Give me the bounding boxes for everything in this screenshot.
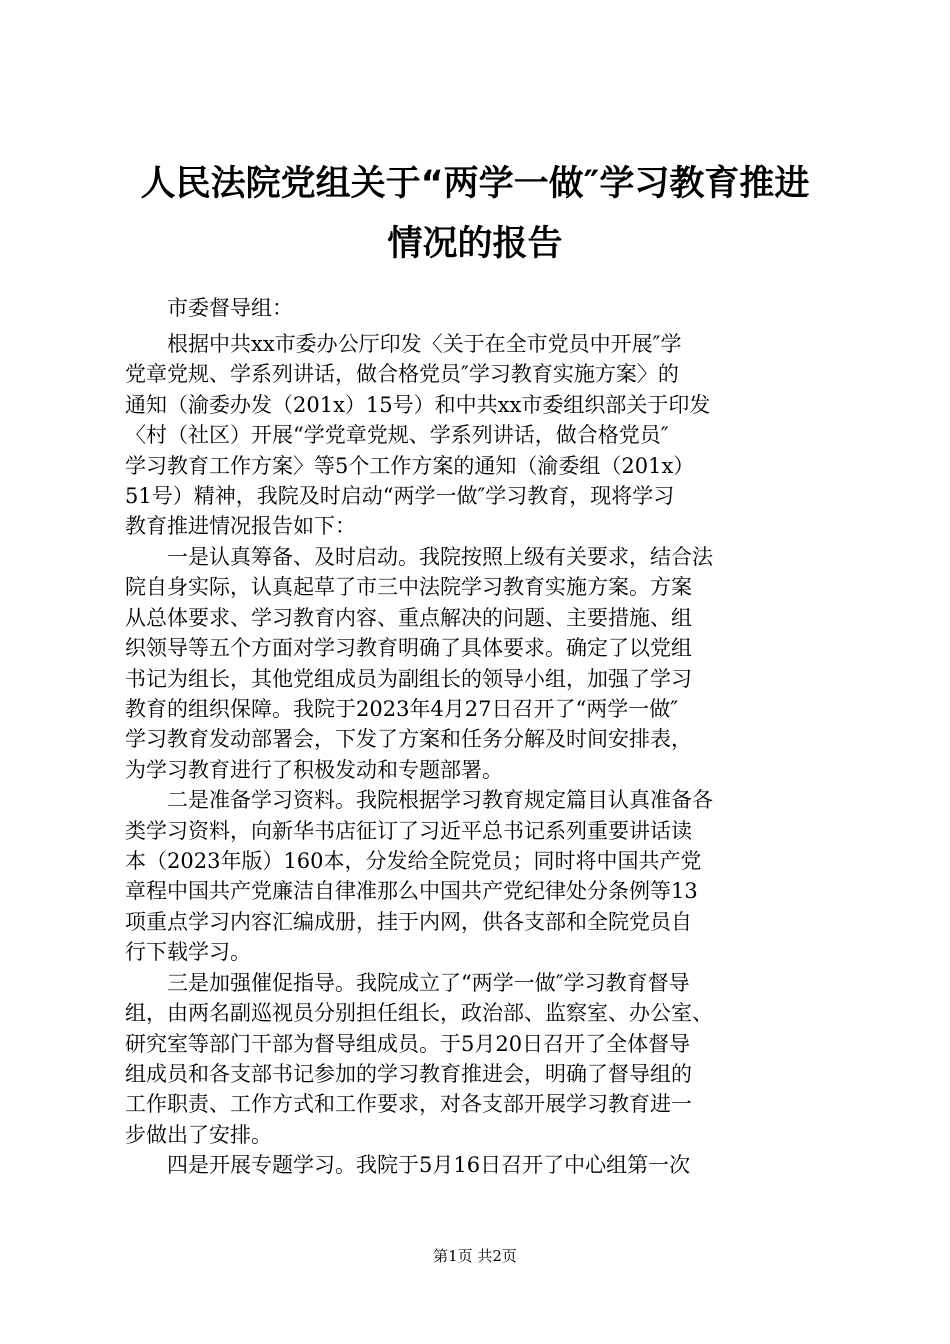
body-line: 〈村（社区）开展“学党章党规、学系列讲话，做合格党员″ <box>125 423 669 447</box>
document-title-line-2: 情况的报告 <box>387 224 563 264</box>
body-line: 教育的组织保障。我院于2023年4月27日召开了“两学一做″ <box>125 697 679 721</box>
body-line: 书记为组长，其他党组成员为副组长的领导小组，加强了学习 <box>125 667 692 691</box>
body-line: 组成员和各支部书记参加的学习教育推进会，明确了督导组的 <box>125 1062 692 1086</box>
body-line: 类学习资料，向新华书店征订了习近平总书记系列重要讲话读 <box>125 819 692 843</box>
document-title-line-1: 人民法院党组关于“两学一做″学习教育推进 <box>140 164 810 204</box>
body-line: 学习教育发动部署会，下发了方案和任务分解及时间安排表， <box>125 727 692 751</box>
body-line: 51号）精神，我院及时启动“两学一做″学习教育，现将学习 <box>125 484 675 508</box>
body-line: 组，由两名副巡视员分别担任组长，政治部、监察室、办公室、 <box>125 1001 713 1025</box>
body-line: 院自身实际，认真起草了市三中法院学习教育实施方案。方案 <box>125 575 692 599</box>
body-line: 工作职责、工作方式和工作要求，对各支部开展学习教育进一 <box>125 1092 692 1116</box>
body-line: 本（2023年版）160本，分发给全院党员；同时将中国共产党 <box>125 849 702 873</box>
body-line: 研究室等部门干部为督导组成员。于5月20日召开了全体督导 <box>125 1032 691 1056</box>
body-line: 学习教育工作方案〉等5个工作方案的通知（渝委组（201x） <box>125 454 695 478</box>
body-line: 根据中共xx市委办公厅印发〈关于在全市党员中开展″学 <box>125 332 682 356</box>
body-line: 为学习教育进行了积极发动和专题部署。 <box>125 758 503 782</box>
body-line: 二是准备学习资料。我院根据学习教育规定篇目认真准备各 <box>125 788 713 812</box>
body-line: 步做出了安排。 <box>125 1123 272 1147</box>
body-line: 一是认真筹备、及时启动。我院按照上级有关要求，结合法 <box>125 545 713 569</box>
body-line: 行下载学习。 <box>125 940 251 964</box>
body-line: 项重点学习内容汇编成册，挂于内网，供各支部和全院党员自 <box>125 910 692 934</box>
body-line: 从总体要求、学习教育内容、重点解决的问题、主要措施、组 <box>125 606 692 630</box>
body-line: 织领导等五个方面对学习教育明确了具体要求。确定了以党组 <box>125 636 692 660</box>
body-line: 三是加强催促指导。我院成立了“两学一做″学习教育督导 <box>125 971 690 995</box>
body-line: 四是开展专题学习。我院于5月16日召开了中心组第一次 <box>125 1153 691 1177</box>
body-line: 章程中国共产党廉洁自律准那么中国共产党纪律处分条例等13 <box>125 879 698 903</box>
body-line: 市委督导组： <box>125 296 293 320</box>
page-footer: 第1页 共2页 <box>433 1247 517 1265</box>
body-line: 教育推进情况报告如下： <box>125 514 356 538</box>
body-line: 党章党规、学系列讲话，做合格党员″学习教育实施方案〉的 <box>125 362 679 386</box>
body-line: 通知（渝委办发（201x）15号）和中共xx市委组织部关于印发 <box>125 393 711 417</box>
